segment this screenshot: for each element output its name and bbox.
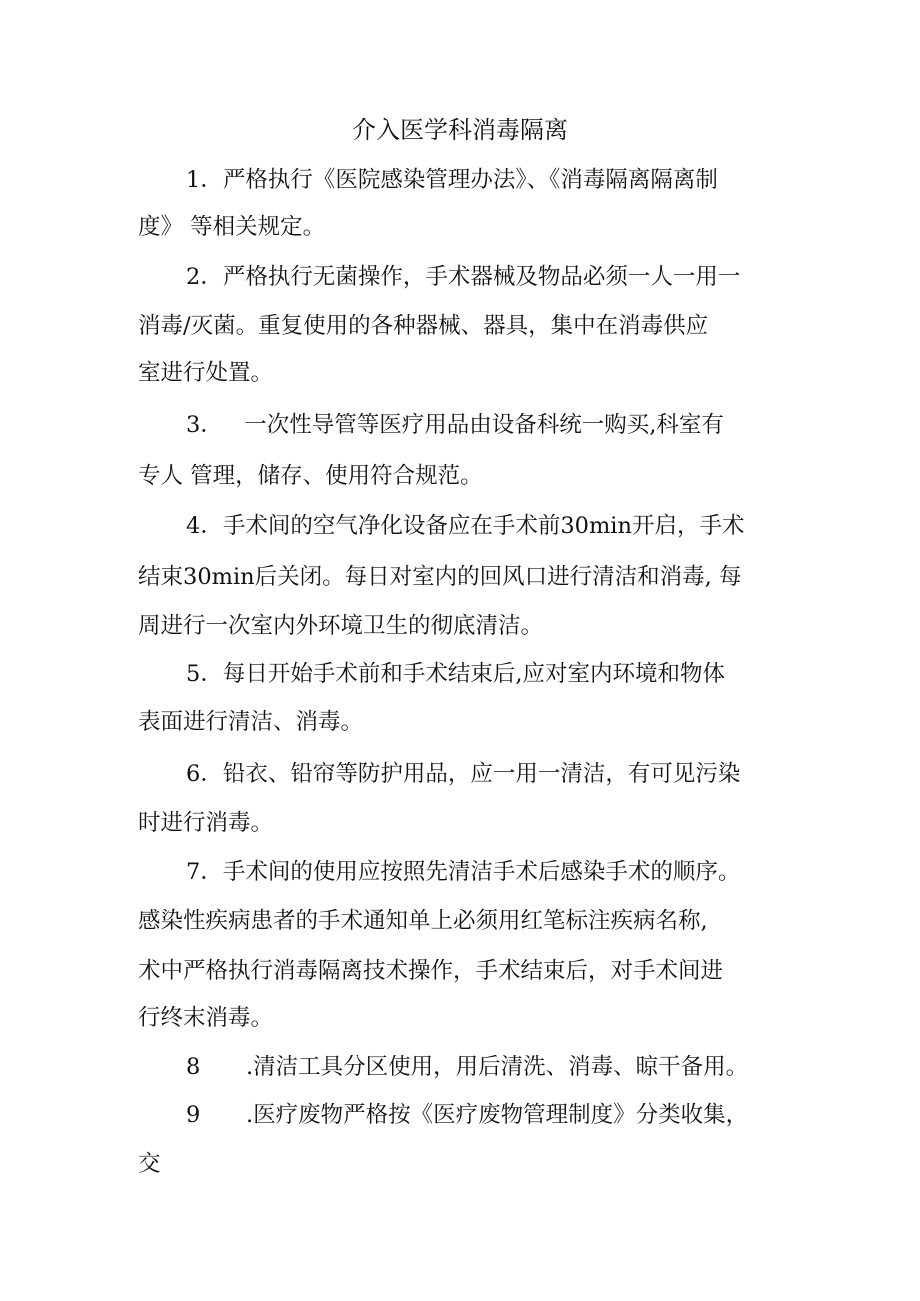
item-4-number: 4 [186,513,201,539]
item-1-text-1: ．严格执行《医院感染管理办法》、《消毒隔离隔离制 [200,167,718,193]
item-8-line-1 [186,1050,748,1084]
item-2-line-3: 室进行处置。 [138,360,274,386]
item-3-line-2: 专人 管理，储存、使用符合规范。 [138,463,483,489]
item-2-number: 2 [186,264,201,290]
item-9-number: 9 [186,1102,201,1128]
item-2-line-1 [186,260,740,294]
item-7-line-4: 行终末消毒。 [138,1005,274,1031]
item-8-text-1: .清洁工具分区使用，用后清洗、消毒、晾干备用。 [246,1054,749,1080]
item-9-line-2: 交 [138,1151,161,1177]
item-3-number: 3 [186,412,201,438]
item-1-line-2: 度》 等相关规定。 [138,214,326,240]
item-1-number: 1 [186,167,201,193]
item-3-line-1 [186,408,724,442]
item-4-text-1: ．手术间的空气净化设备应在手术前30min开启，手术 [200,513,745,539]
item-6-line-2: 时进行消毒。 [138,810,274,836]
item-4-line-1 [186,509,744,543]
item-2-line-2: 消毒/灭菌。重复使用的各种器械、器具，集中在消毒供应 [138,313,709,339]
item-5-text-1: ．每日开始手术前和手术结束后,应对室内环境和物体 [200,661,725,687]
item-7-number: 7 [186,859,201,885]
item-8-number: 8 [186,1054,201,1080]
item-7-line-2: 感染性疾病患者的手术通知单上必须用红笔标注疾病名称, [138,908,708,934]
item-5-line-2: 表面进行清洁、消毒。 [138,709,364,735]
item-6-number: 6 [186,761,201,787]
item-4-line-2: 结束30min后关闭。每日对室内的回风口进行清洁和消毒, 每 [138,564,742,590]
item-6-text-1: ．铅衣、铅帘等防护用品，应一用一清洁，有可见污染 [200,761,741,787]
item-4-line-3: 周进行一次室内外环境卫生的彻底清洁。 [138,613,544,639]
document-title: 介入医学科消毒隔离 [352,116,568,144]
item-2-text-1: ．严格执行无菌操作，手术器械及物品必须一人一用一 [200,264,741,290]
item-5-number: 5 [186,661,201,687]
item-9-line-1 [186,1098,748,1132]
item-9-text-1: .医疗废物严格按《医疗废物管理制度》分类收集， [246,1102,749,1128]
item-5-line-1 [186,657,725,691]
item-7-text-1: ．手术间的使用应按照先清洁手术后感染手术的顺序。 [200,859,741,885]
item-1-line-1 [186,163,718,197]
item-7-line-3: 术中严格执行消毒隔离技术操作，手术结束后，对手术间进 [138,958,724,984]
item-7-line-1 [186,855,740,889]
item-3-text-1: ． 一次性导管等医疗用品由设备科统一购买,科室有 [200,412,724,438]
item-6-line-1 [186,757,740,791]
